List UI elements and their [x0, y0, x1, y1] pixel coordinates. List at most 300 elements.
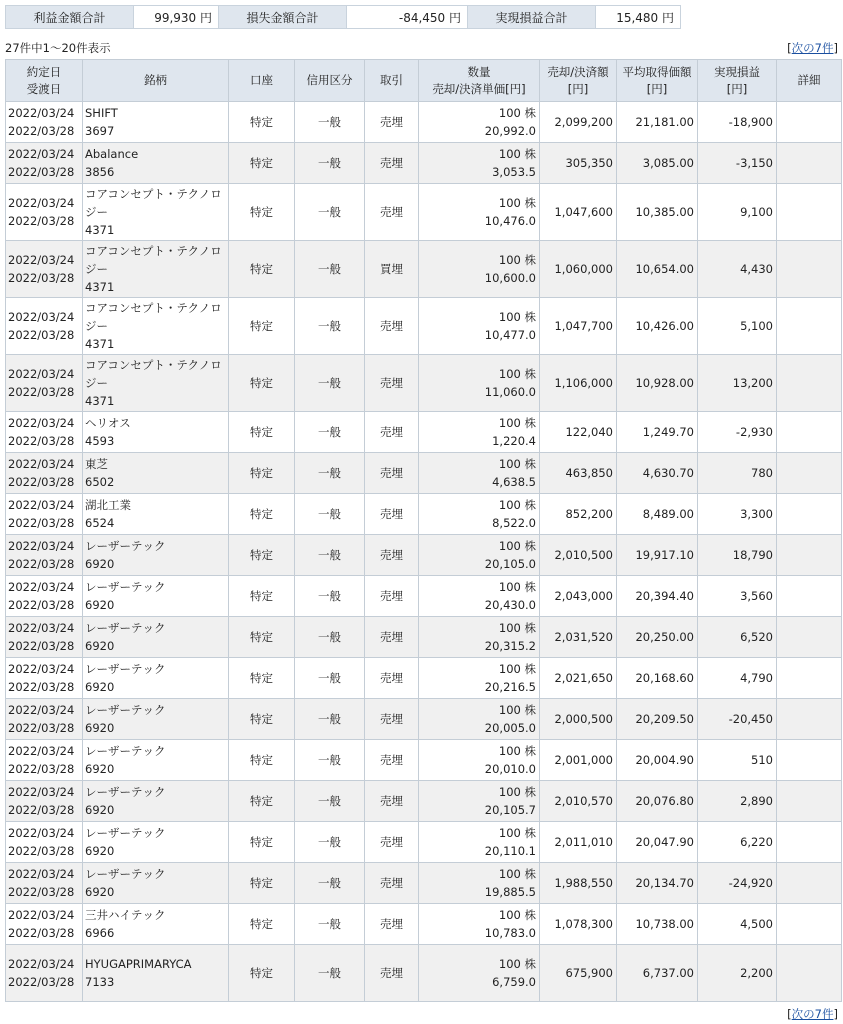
- detail-cell: [777, 863, 842, 904]
- security-cell: [83, 298, 229, 355]
- trade-dates-cell: [6, 494, 83, 535]
- account-cell: 特定: [229, 241, 295, 298]
- trade-date: 2022/03/24: [8, 785, 75, 799]
- amount-cell: 1,078,300: [540, 904, 617, 945]
- security-code: 6920: [85, 844, 115, 858]
- detail-cell: [777, 617, 842, 658]
- pager-top: [5, 39, 838, 57]
- unit-price: 20,992.0: [484, 124, 536, 138]
- qty-price-cell: [419, 102, 540, 143]
- trade-type-cell: 売埋: [365, 184, 419, 241]
- realized-total-label: 実現損益合計: [468, 6, 596, 29]
- security-cell: [83, 781, 229, 822]
- amount-cell: 1,988,550: [540, 863, 617, 904]
- account-cell: 特定: [229, 355, 295, 412]
- security-cell: [83, 412, 229, 453]
- trade-date: 2022/03/24: [8, 662, 75, 676]
- detail-cell: [777, 945, 842, 1002]
- trade-dates-cell: [6, 298, 83, 355]
- security-code: 3697: [85, 124, 115, 138]
- account-cell: 特定: [229, 945, 295, 1002]
- margin-type-cell: 一般: [295, 658, 365, 699]
- detail-cell: [777, 355, 842, 412]
- trade-dates-cell: [6, 102, 83, 143]
- trade-date: 2022/03/24: [8, 539, 75, 553]
- trade-date: 2022/03/24: [8, 147, 75, 161]
- detail-cell: [777, 143, 842, 184]
- header-amount: 売却/決済額: [547, 64, 609, 79]
- account-cell: 特定: [229, 143, 295, 184]
- header-avg-unit: [円]: [646, 81, 668, 96]
- amount-cell: 2,010,570: [540, 781, 617, 822]
- detail-cell: [777, 822, 842, 863]
- amount-cell: 1,106,000: [540, 355, 617, 412]
- unit-price: 20,110.1: [484, 844, 536, 858]
- detail-cell: [777, 576, 842, 617]
- settle-date: 2022/03/28: [8, 214, 75, 228]
- security-code: 4371: [85, 337, 115, 351]
- unit-price: 20,010.0: [484, 762, 536, 776]
- table-row: [6, 184, 842, 241]
- detail-cell: [777, 298, 842, 355]
- security-cell: [83, 494, 229, 535]
- trade-dates-cell: [6, 241, 83, 298]
- trade-dates-cell: [6, 143, 83, 184]
- trade-dates-cell: [6, 740, 83, 781]
- realized-pnl-cell: -3,150: [698, 143, 777, 184]
- detail-cell: [777, 699, 842, 740]
- realized-pnl-cell: -24,920: [698, 863, 777, 904]
- result-count: 27件中1～20件表示: [5, 41, 111, 55]
- qty-price-cell: [419, 184, 540, 241]
- settle-date: 2022/03/28: [8, 885, 75, 899]
- detail-cell: [777, 412, 842, 453]
- quantity: 100 株: [498, 196, 536, 210]
- security-name: Abalance: [85, 147, 139, 161]
- qty-price-cell: [419, 298, 540, 355]
- table-row: [6, 494, 842, 535]
- margin-type-cell: 一般: [295, 822, 365, 863]
- realized-pnl-cell: 510: [698, 740, 777, 781]
- settle-date: 2022/03/28: [8, 124, 75, 138]
- amount-cell: 2,010,500: [540, 535, 617, 576]
- qty-price-cell: [419, 822, 540, 863]
- trade-dates-cell: [6, 184, 83, 241]
- security-name: コアコンセプト・テクノロジー: [85, 358, 222, 390]
- trade-dates-cell: [6, 781, 83, 822]
- trade-dates-cell: [6, 699, 83, 740]
- security-cell: [83, 102, 229, 143]
- header-avg: 平均取得価額: [622, 64, 692, 79]
- quantity: 100 株: [498, 744, 536, 758]
- qty-price-cell: [419, 412, 540, 453]
- quantity: 100 株: [498, 498, 536, 512]
- trade-date: 2022/03/24: [8, 457, 75, 471]
- trade-date: 2022/03/24: [8, 867, 75, 881]
- unit-price: 10,783.0: [484, 926, 536, 940]
- qty-price-cell: [419, 740, 540, 781]
- account-cell: 特定: [229, 822, 295, 863]
- summary-table: [5, 5, 681, 29]
- realized-pnl-cell: 4,500: [698, 904, 777, 945]
- quantity: 100 株: [498, 826, 536, 840]
- header-unit-price: 売却/決済単価[円]: [432, 81, 526, 96]
- account-cell: 特定: [229, 535, 295, 576]
- margin-type-cell: 一般: [295, 535, 365, 576]
- table-row: [6, 143, 842, 184]
- col-avg-header: [617, 60, 698, 102]
- col-name-header: 銘柄: [83, 60, 229, 102]
- trade-dates-cell: [6, 617, 83, 658]
- quantity: 100 株: [498, 867, 536, 881]
- settle-date: 2022/03/28: [8, 516, 75, 530]
- security-name: レーザーテック: [85, 785, 166, 799]
- next-page-bottom: [787, 1006, 838, 1022]
- table-row: [6, 945, 842, 1002]
- avg-cost-cell: 6,737.00: [617, 945, 698, 1002]
- avg-cost-cell: 20,394.40: [617, 576, 698, 617]
- security-code: 6920: [85, 721, 115, 735]
- col-trade-header: 取引: [365, 60, 419, 102]
- security-cell: [83, 241, 229, 298]
- avg-cost-cell: 20,004.90: [617, 740, 698, 781]
- settle-date: 2022/03/28: [8, 598, 75, 612]
- trade-dates-cell: [6, 535, 83, 576]
- avg-cost-cell: 8,489.00: [617, 494, 698, 535]
- security-code: 6920: [85, 598, 115, 612]
- trade-date: 2022/03/24: [8, 703, 75, 717]
- quantity: 100 株: [498, 539, 536, 553]
- account-cell: 特定: [229, 699, 295, 740]
- table-row: [6, 102, 842, 143]
- trade-date: 2022/03/24: [8, 196, 75, 210]
- trade-type-cell: 売埋: [365, 412, 419, 453]
- detail-cell: [777, 904, 842, 945]
- trade-type-cell: 売埋: [365, 535, 419, 576]
- security-code: 6920: [85, 762, 115, 776]
- quantity: 100 株: [498, 662, 536, 676]
- table-row: [6, 355, 842, 412]
- settle-date: 2022/03/28: [8, 803, 75, 817]
- unit-price: 20,430.0: [484, 598, 536, 612]
- trade-date: 2022/03/24: [8, 908, 75, 922]
- qty-price-cell: [419, 535, 540, 576]
- quantity: 100 株: [498, 785, 536, 799]
- trade-type-cell: 売埋: [365, 822, 419, 863]
- trade-dates-cell: [6, 904, 83, 945]
- trade-type-cell: 売埋: [365, 781, 419, 822]
- quantity: 100 株: [498, 147, 536, 161]
- table-row: [6, 863, 842, 904]
- table-row: [6, 453, 842, 494]
- security-cell: [83, 863, 229, 904]
- quantity: 100 株: [498, 957, 536, 971]
- header-amount-unit: [円]: [567, 81, 589, 96]
- security-name: レーザーテック: [85, 826, 166, 840]
- realized-pnl-cell: -20,450: [698, 699, 777, 740]
- security-cell: [83, 740, 229, 781]
- security-code: 6920: [85, 639, 115, 653]
- security-cell: [83, 617, 229, 658]
- qty-price-cell: [419, 617, 540, 658]
- col-account-header: 口座: [229, 60, 295, 102]
- detail-cell: [777, 494, 842, 535]
- unit-price: 20,105.0: [484, 557, 536, 571]
- account-cell: 特定: [229, 781, 295, 822]
- margin-type-cell: 一般: [295, 740, 365, 781]
- realized-pnl-cell: -2,930: [698, 412, 777, 453]
- amount-cell: 852,200: [540, 494, 617, 535]
- settle-date: 2022/03/28: [8, 385, 75, 399]
- unit-price: 8,522.0: [492, 516, 536, 530]
- trade-date: 2022/03/24: [8, 367, 75, 381]
- avg-cost-cell: 20,076.80: [617, 781, 698, 822]
- account-cell: 特定: [229, 658, 295, 699]
- margin-type-cell: 一般: [295, 863, 365, 904]
- realized-pnl-cell: 6,520: [698, 617, 777, 658]
- header-trade-date: 約定日: [26, 64, 62, 79]
- realized-pnl-cell: 18,790: [698, 535, 777, 576]
- col-detail-header: 詳細: [777, 60, 842, 102]
- account-cell: 特定: [229, 494, 295, 535]
- qty-price-cell: [419, 863, 540, 904]
- security-name: レーザーテック: [85, 580, 166, 594]
- security-name: 三井ハイテック: [85, 908, 166, 922]
- trade-type-cell: 売埋: [365, 863, 419, 904]
- trade-date: 2022/03/24: [8, 253, 75, 267]
- settle-date: 2022/03/28: [8, 475, 75, 489]
- unit-price: 11,060.0: [484, 385, 536, 399]
- security-cell: [83, 535, 229, 576]
- security-cell: [83, 143, 229, 184]
- security-code: 6966: [85, 926, 115, 940]
- settle-date: 2022/03/28: [8, 557, 75, 571]
- amount-cell: 1,060,000: [540, 241, 617, 298]
- settle-date: 2022/03/28: [8, 926, 75, 940]
- unit-price: 6,759.0: [492, 975, 536, 989]
- table-row: [6, 535, 842, 576]
- amount-cell: 2,099,200: [540, 102, 617, 143]
- col-pnl-header: [698, 60, 777, 102]
- table-row: [6, 699, 842, 740]
- amount-cell: 2,000,500: [540, 699, 617, 740]
- trade-type-cell: 売埋: [365, 699, 419, 740]
- security-cell: [83, 904, 229, 945]
- profit-total-value: 99,930 円: [134, 6, 219, 29]
- trade-type-cell: 売埋: [365, 494, 419, 535]
- margin-type-cell: 一般: [295, 576, 365, 617]
- trade-date: 2022/03/24: [8, 310, 75, 324]
- trade-dates-cell: [6, 453, 83, 494]
- security-name: レーザーテック: [85, 662, 166, 676]
- security-name: コアコンセプト・テクノロジー: [85, 187, 222, 219]
- col-amount-header: [540, 60, 617, 102]
- avg-cost-cell: 20,250.00: [617, 617, 698, 658]
- avg-cost-cell: 3,085.00: [617, 143, 698, 184]
- security-cell: [83, 699, 229, 740]
- security-name: SHIFT: [85, 106, 118, 120]
- margin-type-cell: 一般: [295, 781, 365, 822]
- amount-cell: 2,021,650: [540, 658, 617, 699]
- amount-cell: 2,031,520: [540, 617, 617, 658]
- qty-price-cell: [419, 453, 540, 494]
- loss-total-value: -84,450 円: [347, 6, 468, 29]
- security-name: コアコンセプト・テクノロジー: [85, 301, 222, 333]
- detail-cell: [777, 658, 842, 699]
- amount-cell: 2,011,010: [540, 822, 617, 863]
- realized-pnl-cell: -18,900: [698, 102, 777, 143]
- quantity: 100 株: [498, 253, 536, 267]
- trade-type-cell: 売埋: [365, 355, 419, 412]
- header-pnl: 実現損益: [714, 64, 760, 79]
- detail-cell: [777, 241, 842, 298]
- security-code: 7133: [85, 975, 115, 989]
- profit-total-label: 利益金額合計: [6, 6, 134, 29]
- qty-price-cell: [419, 576, 540, 617]
- trade-type-cell: 売埋: [365, 298, 419, 355]
- next-page-link-bottom[interactable]: 次の7件: [791, 1007, 834, 1021]
- security-code: 6502: [85, 475, 115, 489]
- amount-cell: 463,850: [540, 453, 617, 494]
- security-name: レーザーテック: [85, 539, 166, 553]
- table-row: [6, 904, 842, 945]
- trade-date: 2022/03/24: [8, 416, 75, 430]
- trade-date: 2022/03/24: [8, 498, 75, 512]
- margin-type-cell: 一般: [295, 617, 365, 658]
- security-code: 4371: [85, 223, 115, 237]
- security-code: 6524: [85, 516, 115, 530]
- unit-price: 20,005.0: [484, 721, 536, 735]
- trade-dates-cell: [6, 822, 83, 863]
- trade-dates-cell: [6, 412, 83, 453]
- realized-pnl-cell: 13,200: [698, 355, 777, 412]
- unit-price: 1,220.4: [492, 434, 536, 448]
- col-qty-header: [419, 60, 540, 102]
- amount-cell: 1,047,600: [540, 184, 617, 241]
- quantity: 100 株: [498, 367, 536, 381]
- trade-date: 2022/03/24: [8, 580, 75, 594]
- realized-pnl-cell: 5,100: [698, 298, 777, 355]
- realized-total-value: 15,480 円: [596, 6, 681, 29]
- avg-cost-cell: 19,917.10: [617, 535, 698, 576]
- realized-pnl-cell: 3,300: [698, 494, 777, 535]
- security-name: レーザーテック: [85, 867, 166, 881]
- qty-price-cell: [419, 904, 540, 945]
- quantity: 100 株: [498, 580, 536, 594]
- security-code: 4593: [85, 434, 115, 448]
- avg-cost-cell: 20,134.70: [617, 863, 698, 904]
- account-cell: 特定: [229, 102, 295, 143]
- avg-cost-cell: 10,385.00: [617, 184, 698, 241]
- bracket-open: [: [787, 1007, 792, 1021]
- qty-price-cell: [419, 494, 540, 535]
- unit-price: 20,105.7: [484, 803, 536, 817]
- security-name: ヘリオス: [85, 416, 131, 430]
- table-row: [6, 740, 842, 781]
- trade-date: 2022/03/24: [8, 957, 75, 971]
- quantity: 100 株: [498, 416, 536, 430]
- avg-cost-cell: 21,181.00: [617, 102, 698, 143]
- avg-cost-cell: 10,426.00: [617, 298, 698, 355]
- security-code: 6920: [85, 803, 115, 817]
- security-code: 6920: [85, 680, 115, 694]
- detail-cell: [777, 102, 842, 143]
- security-name: 湖北工業: [85, 498, 131, 512]
- realized-pnl-cell: 9,100: [698, 184, 777, 241]
- security-name: HYUGAPRIMARYCA: [85, 957, 192, 971]
- qty-price-cell: [419, 355, 540, 412]
- trade-date: 2022/03/24: [8, 826, 75, 840]
- security-code: 6920: [85, 557, 115, 571]
- account-cell: 特定: [229, 617, 295, 658]
- trade-date: 2022/03/24: [8, 621, 75, 635]
- unit-price: 10,477.0: [484, 328, 536, 342]
- settle-date: 2022/03/28: [8, 721, 75, 735]
- bracket-open: [: [787, 41, 792, 55]
- margin-type-cell: 一般: [295, 904, 365, 945]
- trade-type-cell: 買埋: [365, 241, 419, 298]
- trades-table: [5, 59, 842, 1002]
- avg-cost-cell: 20,209.50: [617, 699, 698, 740]
- qty-price-cell: [419, 781, 540, 822]
- trade-dates-cell: [6, 576, 83, 617]
- margin-type-cell: 一般: [295, 945, 365, 1002]
- avg-cost-cell: 10,738.00: [617, 904, 698, 945]
- trade-type-cell: 売埋: [365, 102, 419, 143]
- amount-cell: 2,043,000: [540, 576, 617, 617]
- trade-type-cell: 売埋: [365, 945, 419, 1002]
- security-code: 6920: [85, 885, 115, 899]
- margin-type-cell: 一般: [295, 699, 365, 740]
- settle-date: 2022/03/28: [8, 680, 75, 694]
- margin-type-cell: 一般: [295, 241, 365, 298]
- unit-price: 20,216.5: [484, 680, 536, 694]
- amount-cell: 675,900: [540, 945, 617, 1002]
- security-code: 4371: [85, 394, 115, 408]
- security-cell: [83, 576, 229, 617]
- trade-type-cell: 売埋: [365, 617, 419, 658]
- margin-type-cell: 一般: [295, 355, 365, 412]
- account-cell: 特定: [229, 863, 295, 904]
- settle-date: 2022/03/28: [8, 165, 75, 179]
- margin-type-cell: 一般: [295, 494, 365, 535]
- security-cell: [83, 945, 229, 1002]
- quantity: 100 株: [498, 310, 536, 324]
- unit-price: 20,315.2: [484, 639, 536, 653]
- avg-cost-cell: 1,249.70: [617, 412, 698, 453]
- account-cell: 特定: [229, 184, 295, 241]
- settle-date: 2022/03/28: [8, 434, 75, 448]
- next-page-link-top[interactable]: 次の7件: [791, 41, 834, 55]
- avg-cost-cell: 10,928.00: [617, 355, 698, 412]
- settle-date: 2022/03/28: [8, 844, 75, 858]
- table-row: [6, 822, 842, 863]
- realized-pnl-cell: 4,430: [698, 241, 777, 298]
- settle-date: 2022/03/28: [8, 762, 75, 776]
- trade-type-cell: 売埋: [365, 658, 419, 699]
- table-row: [6, 576, 842, 617]
- detail-cell: [777, 781, 842, 822]
- realized-pnl-cell: 4,790: [698, 658, 777, 699]
- margin-type-cell: 一般: [295, 143, 365, 184]
- settle-date: 2022/03/28: [8, 975, 75, 989]
- quantity: 100 株: [498, 106, 536, 120]
- security-code: 3856: [85, 165, 115, 179]
- trade-dates-cell: [6, 658, 83, 699]
- account-cell: 特定: [229, 576, 295, 617]
- security-name: 東芝: [85, 457, 108, 471]
- account-cell: 特定: [229, 740, 295, 781]
